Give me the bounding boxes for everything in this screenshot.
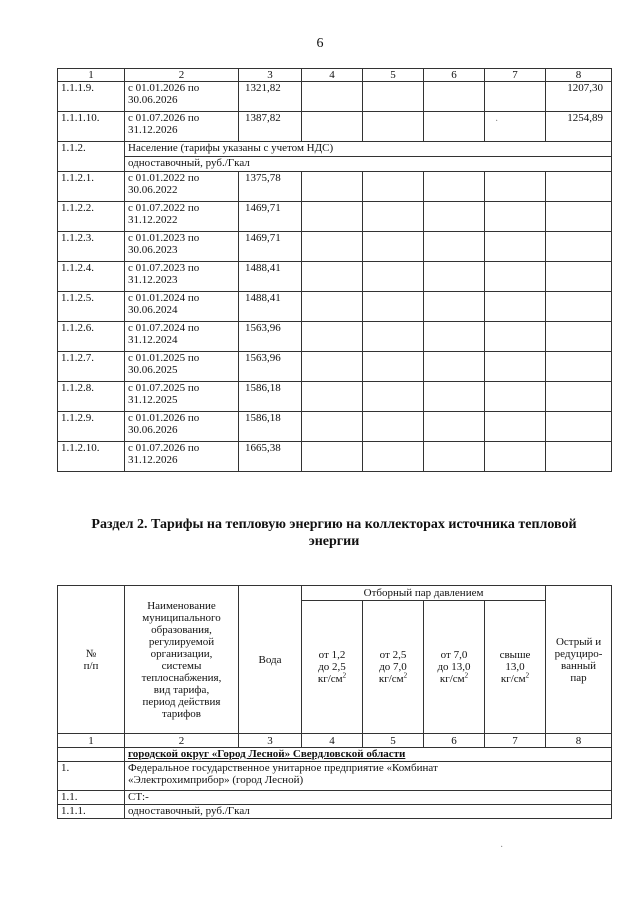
empty-cell [546, 442, 612, 472]
empty-cell [424, 232, 485, 262]
col-number: 2 [125, 734, 239, 748]
table-row [58, 442, 612, 472]
row-number: 1.1.2.7. [58, 352, 125, 382]
empty-cell [485, 322, 546, 352]
row-number: 1.1. [58, 791, 125, 805]
empty-cell [546, 262, 612, 292]
section-row [58, 142, 612, 157]
empty-cell [424, 352, 485, 382]
empty-cell [546, 382, 612, 412]
superscript: 2 [403, 671, 408, 680]
period-cell: с 01.01.2023 по 30.06.2023 [125, 232, 239, 262]
empty-cell [363, 382, 424, 412]
population-rows [58, 172, 612, 472]
row-number: 1.1.1.9. [58, 82, 125, 112]
superscript: 2 [525, 671, 530, 680]
empty-cell [363, 82, 424, 112]
empty-cell [363, 442, 424, 472]
period-cell: с 01.01.2025 по 30.06.2025 [125, 352, 239, 382]
empty-cell [58, 748, 125, 762]
table-row [58, 112, 612, 142]
period-cell: с 01.07.2024 по 31.12.2024 [125, 322, 239, 352]
empty-cell [363, 112, 424, 142]
col-number: 8 [546, 734, 612, 748]
water-value: 1488,41 [239, 292, 302, 322]
table-row [58, 352, 612, 382]
row-number: 1.1.2.3. [58, 232, 125, 262]
period-cell: с 01.01.2022 по 30.06.2022 [125, 172, 239, 202]
empty-cell [424, 112, 485, 142]
empty-cell [363, 322, 424, 352]
period-cell: с 01.07.2022 по 31.12.2022 [125, 202, 239, 232]
empty-cell [302, 352, 363, 382]
header-pressure-2: от 2,5 до 7,0 $кг/см^2$ [363, 601, 424, 734]
col-number: 8 [546, 69, 612, 82]
water-value: 1586,18 [239, 412, 302, 442]
empty-cell [485, 442, 546, 472]
empty-cell [485, 292, 546, 322]
period-cell: с 01.01.2024 по 30.06.2024 [125, 292, 239, 322]
water-value: 1586,18 [239, 382, 302, 412]
empty-cell [363, 202, 424, 232]
empty-cell [424, 82, 485, 112]
superscript: 2 [342, 671, 347, 680]
empty-cell [302, 232, 363, 262]
empty-cell [546, 322, 612, 352]
row-number: 1.1.2.2. [58, 202, 125, 232]
table-row [58, 262, 612, 292]
row-number: 1.1.2.5. [58, 292, 125, 322]
tariff-type-row [58, 805, 612, 819]
header-sharp-steam: Острый и редуциро- ванный пар [546, 586, 612, 734]
empty-cell [424, 202, 485, 232]
table-row [58, 82, 612, 112]
empty-cell [424, 292, 485, 322]
empty-cell [485, 352, 546, 382]
period-cell: с 01.07.2025 по 31.12.2025 [125, 382, 239, 412]
table-row [58, 232, 612, 262]
row-number: 1.1.2.10. [58, 442, 125, 472]
empty-cell [424, 382, 485, 412]
organization-name: Федеральное государственное унитарное предприятие «Комбинат «Электрохимприбор» (город Лесной) [125, 762, 612, 791]
water-value: 1387,82 [239, 112, 302, 142]
empty-cell [424, 322, 485, 352]
period-cell: с 01.07.2026 по 31.12.2026 [125, 442, 239, 472]
empty-cell [485, 202, 546, 232]
header-steam: Отборный пар давлением [302, 586, 546, 601]
water-value: 1321,82 [239, 82, 302, 112]
empty-cell [302, 442, 363, 472]
row-number: 1.1.2.4. [58, 262, 125, 292]
col-number: 7 [485, 734, 546, 748]
header-pressure-4: свыше 13,0 $кг/см^2$ [485, 601, 546, 734]
empty-cell [363, 232, 424, 262]
scan-speck: · [500, 842, 504, 853]
scan-speck: · [495, 116, 499, 127]
table-row [58, 322, 612, 352]
empty-cell [302, 82, 363, 112]
period-cell: с 01.07.2026 по 31.12.2026 [125, 112, 239, 142]
tariff-type-label: одноставочный, руб./Гкал [125, 157, 612, 172]
column-number-row [58, 734, 612, 748]
empty-cell [485, 382, 546, 412]
empty-cell [485, 112, 546, 142]
tariff-type-label: одноставочный, руб./Гкал [125, 805, 612, 819]
empty-cell [302, 412, 363, 442]
empty-cell [302, 172, 363, 202]
period-cell: с 01.07.2023 по 31.12.2023 [125, 262, 239, 292]
row-number: 1.1.2.8. [58, 382, 125, 412]
empty-cell [302, 322, 363, 352]
empty-cell [485, 82, 546, 112]
empty-cell [546, 172, 612, 202]
empty-cell [363, 172, 424, 202]
col-number: 7 [485, 69, 546, 82]
empty-cell [546, 292, 612, 322]
row-number: 1.1.2.9. [58, 412, 125, 442]
empty-cell [363, 292, 424, 322]
collector-tariff-table [57, 585, 612, 819]
row-number: 1.1.1. [58, 805, 125, 819]
empty-cell [424, 172, 485, 202]
col-number: 3 [239, 734, 302, 748]
tariff-table-continued [57, 68, 612, 472]
region-label: городской округ «Город Лесной» Свердловской области [125, 748, 612, 762]
sharp-steam-value: 1254,89 [546, 112, 612, 142]
empty-cell [302, 292, 363, 322]
col-number: 4 [302, 69, 363, 82]
empty-cell [546, 232, 612, 262]
empty-cell [363, 412, 424, 442]
col-number: 6 [424, 734, 485, 748]
system-row [58, 791, 612, 805]
table-row [58, 202, 612, 232]
page-number: 6 [316, 36, 324, 51]
column-number-row [58, 69, 612, 82]
row-number: 1. [58, 762, 125, 791]
col-number: 1 [58, 69, 125, 82]
empty-cell [363, 262, 424, 292]
section-2-title: Раздел 2. Тарифы на тепловую энергию на коллекторах источника тепловой энергии [91, 517, 577, 549]
empty-cell [363, 352, 424, 382]
period-cell: с 01.01.2026 по 30.06.2026 [125, 82, 239, 112]
empty-cell [424, 412, 485, 442]
col-number: 6 [424, 69, 485, 82]
water-value: 1488,41 [239, 262, 302, 292]
row-number: 1.1.2.6. [58, 322, 125, 352]
tariff-type-row [58, 157, 612, 172]
empty-cell [424, 442, 485, 472]
col-number: 4 [302, 734, 363, 748]
system-label: СТ:- [125, 791, 612, 805]
empty-cell [546, 352, 612, 382]
table-row [58, 412, 612, 442]
period-cell: с 01.01.2026 по 30.06.2026 [125, 412, 239, 442]
table-row [58, 292, 612, 322]
empty-cell [485, 412, 546, 442]
empty-cell [302, 382, 363, 412]
water-value: 1665,38 [239, 442, 302, 472]
organization-row [58, 762, 612, 791]
empty-cell [546, 412, 612, 442]
empty-cell [485, 232, 546, 262]
row-number: 1.1.2.1. [58, 172, 125, 202]
header-row-1 [58, 586, 612, 601]
header-pressure-1: от 1,2 до 2,5 $кг/см^2$ [302, 601, 363, 734]
water-value: 1375,78 [239, 172, 302, 202]
section-number: 1.1.2. [58, 142, 125, 172]
water-value: 1469,71 [239, 202, 302, 232]
col-number: 3 [239, 69, 302, 82]
empty-cell [302, 112, 363, 142]
col-number: 5 [363, 734, 424, 748]
superscript: 2 [464, 671, 469, 680]
empty-cell [546, 202, 612, 232]
region-row [58, 748, 612, 762]
empty-cell [485, 262, 546, 292]
table-row [58, 382, 612, 412]
header-name: Наименование муниципального образования, регулируемой организации, системы теплоснабжения, вид тарифа, период действия тарифов [125, 586, 239, 734]
header-water: Вода [239, 586, 302, 734]
water-value: 1469,71 [239, 232, 302, 262]
water-value: 1563,96 [239, 352, 302, 382]
header-num: № п/п [58, 586, 125, 734]
row-number: 1.1.1.10. [58, 112, 125, 142]
section-label: Население (тарифы указаны с учетом НДС) [125, 142, 612, 157]
col-number: 1 [58, 734, 125, 748]
col-number: 2 [125, 69, 239, 82]
sharp-steam-value: 1207,30 [546, 82, 612, 112]
table-row [58, 172, 612, 202]
empty-cell [302, 202, 363, 232]
empty-cell [302, 262, 363, 292]
empty-cell [424, 262, 485, 292]
header-pressure-3: от 7,0 до 13,0 $кг/см^2$ [424, 601, 485, 734]
empty-cell [485, 172, 546, 202]
col-number: 5 [363, 69, 424, 82]
water-value: 1563,96 [239, 322, 302, 352]
